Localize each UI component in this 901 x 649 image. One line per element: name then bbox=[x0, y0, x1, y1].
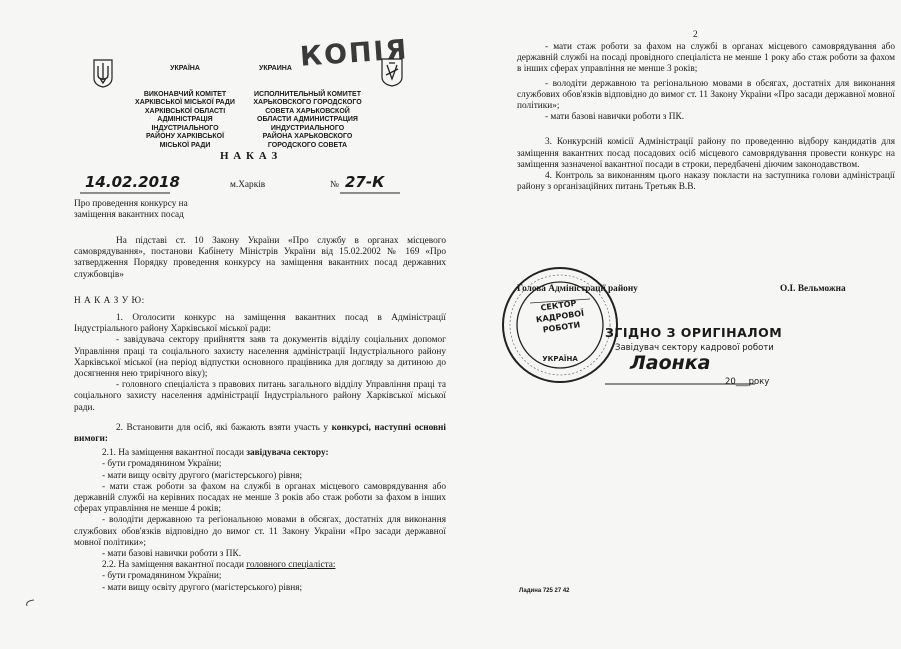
order-date-handwritten: 14.02.2018 bbox=[85, 173, 180, 191]
stamp-signature: Лаонка bbox=[630, 352, 711, 374]
subject-line-2: заміщення вакантних посад bbox=[74, 210, 184, 221]
item-3: 3. Конкурсній комісії Адміністрації району по проведенню відбору кандидатів для заміщення вакантних посад посадових осіб місцевого самоврядування провести конкурс на заміщення зазначеної вакантної посади в строки, передбачені діючим законодавством. bbox=[517, 137, 895, 170]
footer-code: Ладина 725 27 42 bbox=[519, 588, 570, 594]
item-2-1 bbox=[74, 448, 446, 459]
svg-text:УКРАЇНА: УКРАЇНА bbox=[542, 355, 578, 363]
document-title: Н А К А З bbox=[220, 150, 279, 162]
req-citizen-2: - бути громадянином України; bbox=[102, 571, 222, 582]
req-pc-skills-2: - мати базові навички роботи з ПК. bbox=[545, 112, 685, 123]
item-2 bbox=[74, 423, 446, 445]
item-2-2-text: 2.2. На заміщення вакантної посади bbox=[102, 560, 244, 571]
subject-line-1: Про проведення конкурсу на bbox=[74, 199, 188, 209]
number-underline bbox=[340, 191, 400, 195]
req-pc-skills: - мати базові навички роботи з ПК. bbox=[102, 549, 242, 560]
head-label: Голова Адміністрації району bbox=[517, 284, 638, 294]
item-1-a: - завідувача сектору прийняття заяв та документів відділу соціальних допомог Управління праці та соціального захисту населення адміністрації Індустріального району Харківської міської (на період відпустки основного працівника для догляду за дитиною до досягнення нею трирічного віку); bbox=[74, 335, 446, 380]
order-basis: На підставі ст. 10 Закону України «Про службу в органах місцевого самоврядування», постанови Кабінету Міністрів України від 15.02.2002 № 169 «Про затвердження Порядку проведення конкурсу на заміщення вакантних посад державних службовців» bbox=[74, 236, 446, 280]
page-2-items bbox=[517, 42, 895, 193]
header-right-body: ИСПОЛНИТЕЛЬНЫЙ КОМИТЕТ ХАРЬКОВСКОГО ГОРОДСКОГО СОВЕТА ХАРЬКОВСКОЙ ОБЛАСТИ АДМИНИСТРАЦИЯ ИНДУСТРИАЛЬНОГО РАЙОНА ХАРЬКОВСКОГО ГОРОДСКОГО СОВЕТА bbox=[253, 90, 362, 149]
item-2-1-underlined: завідувача сектору: bbox=[246, 448, 329, 459]
req-languages: - володіти державною та регіональною мовами в обсягах, достатніх для виконання службових обов'язків відповідно до вимог ст. 11 Закону України «Про засади державної мовної політики»; bbox=[74, 515, 446, 548]
item-1: 1. Оголосити конкурс на заміщення вакантних посад в Адміністрації Індустріального району Харківської міської ради: bbox=[74, 313, 446, 335]
header-left-country: УКРАЇНА bbox=[170, 64, 200, 72]
certified-copy-stamp: ЗГІДНО З ОРИГІНАЛОМ bbox=[605, 325, 783, 340]
req-experience-2: - мати стаж роботи за фахом на службі в органах місцевого самоврядування або державній службі на посаді провідного спеціаліста не менше 1 року або стаж роботи за фахом в інших сферах управління не менше 3 років; bbox=[517, 42, 895, 75]
stamp-role: Завідувач сектору кадрової роботи bbox=[615, 343, 774, 353]
header-left-body: ВИКОНАВЧИЙ КОМІТЕТ ХАРКІВСЬКОЇ МІСЬКОЇ РАДИ ХАРКІВСЬКОЇ ОБЛАСТІ АДМІНІСТРАЦІЯ ІНДУСТРІАЛЬНОГО РАЙОНУ ХАРКІВСЬКОЇ МІСЬКОЇ РАДИ bbox=[135, 90, 235, 149]
header-right-country: УКРАИНА bbox=[259, 64, 292, 72]
order-number-handwritten: 27-К bbox=[345, 173, 385, 191]
item-2-2 bbox=[74, 560, 446, 571]
req-experience: - мати стаж роботи за фахом на службі в органах місцевого самоврядування або державній службі на керівних посадах не менше 3 років або стаж роботи за фахом в інших сферах управління не менше 4 років; bbox=[74, 481, 446, 515]
req-education-2: - мати вищу освіту другого (магістерського) рівня; bbox=[102, 582, 303, 593]
head-name: О.І. Вельможна bbox=[780, 284, 846, 294]
header-left-block bbox=[130, 56, 240, 159]
round-seal-center-text: СЕКТОР КАДРОВОЇ РОБОТИ bbox=[535, 298, 585, 335]
trident-emblem-icon bbox=[92, 58, 114, 88]
item-2-text: 2. Встановити для осіб, які бажають взяти участь у bbox=[116, 422, 329, 433]
order-number-sign: № bbox=[330, 180, 339, 190]
stamp-year: 20___року bbox=[725, 377, 770, 387]
item-1-b: - головного спеціаліста з правових питань загального відділу Управління праці та соціального захисту населення адміністрації Індустріального району Харківської міської ради. bbox=[74, 380, 446, 413]
order-items bbox=[74, 313, 446, 594]
order-subject bbox=[74, 199, 188, 221]
copy-stamp: КОПІЯ bbox=[299, 34, 410, 73]
page-number: 2 bbox=[693, 30, 698, 40]
req-citizen: - бути громадянином України; bbox=[102, 459, 222, 470]
item-4: 4. Контроль за виконанням цього наказу покласти на заступника голови адміністрації району з організаційних питань Третьяк В.В. bbox=[517, 171, 895, 193]
document-page-2 bbox=[455, 0, 901, 649]
date-underline bbox=[80, 191, 170, 195]
req-languages-2: - володіти державною та регіональною мовами в обсягах, достатніх для виконання службових обов'язків відповідно до вимог ст. 11 Закону України «Про засади державної мовної політики»; bbox=[517, 78, 895, 112]
order-city: м.Харків bbox=[230, 180, 266, 190]
item-2-2-underlined: головного спеціаліста: bbox=[246, 560, 336, 571]
item-2-bold: конкурсі, наступні основні вимоги: bbox=[74, 422, 446, 445]
scan-mark bbox=[22, 598, 36, 608]
req-education: - мати вищу освіту другого (магістерського) рівня; bbox=[102, 470, 303, 481]
nakazuiu-heading: Н А К А З У Ю: bbox=[74, 296, 145, 306]
item-2-1-text: 2.1. На заміщення вакантної посади bbox=[102, 448, 244, 459]
